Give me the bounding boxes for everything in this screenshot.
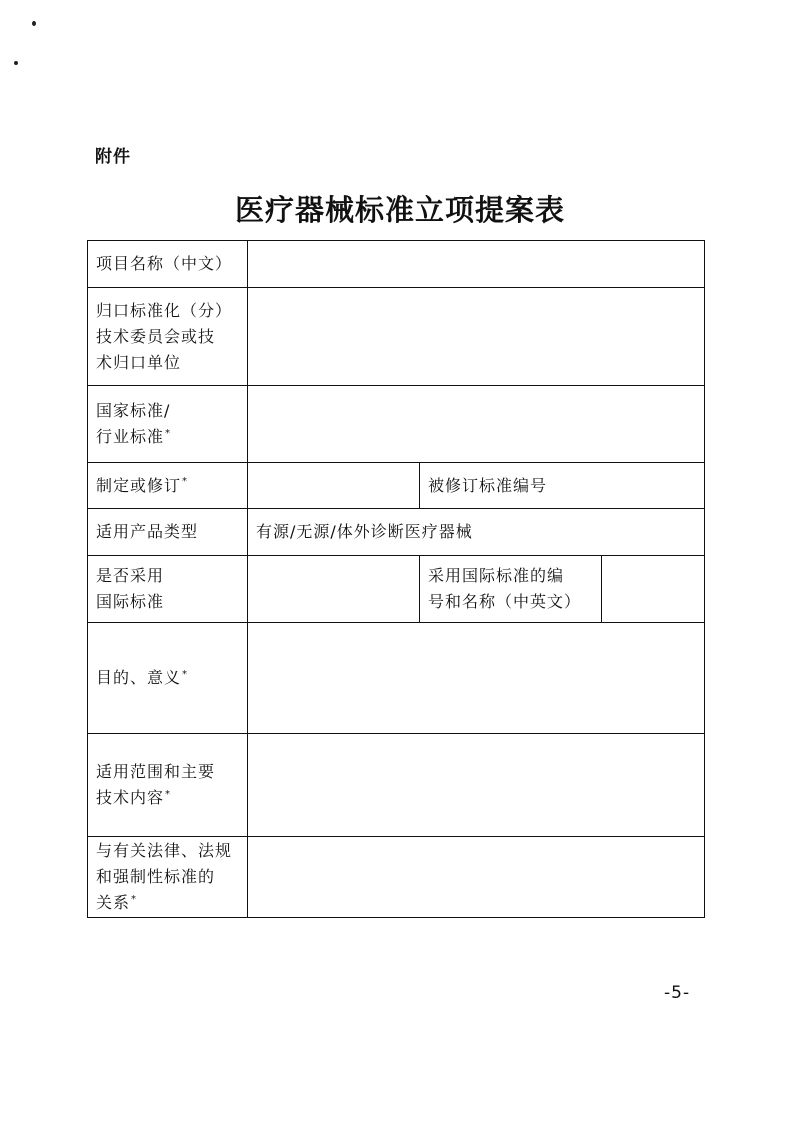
- row-committee: [88, 288, 704, 386]
- row-standard-type: [88, 386, 704, 463]
- adopt-intl-label: 是否采用 国际标准: [88, 556, 248, 622]
- standard-type-field[interactable]: [248, 386, 704, 462]
- purpose-field[interactable]: [248, 623, 704, 733]
- revision-label: 制定或修订*: [88, 463, 248, 508]
- purpose-label: 目的、意义*: [88, 623, 248, 733]
- adopt-intl-field[interactable]: [248, 556, 420, 622]
- page-number: -5-: [664, 983, 691, 1003]
- document-title: 医疗器械标准立项提案表: [234, 193, 565, 227]
- relation-field[interactable]: [248, 837, 704, 917]
- row-scope: [88, 734, 704, 837]
- intl-std-field[interactable]: [602, 556, 704, 622]
- row-revision: [88, 463, 704, 509]
- relation-label: 与有关法律、法规 和强制性标准的 关系*: [88, 837, 248, 917]
- product-type-label: 适用产品类型: [88, 509, 248, 555]
- standard-type-label: 国家标准/ 行业标准*: [88, 386, 248, 462]
- product-type-field[interactable]: [248, 509, 704, 555]
- scan-speck: [32, 21, 36, 26]
- row-product-type: [88, 509, 704, 556]
- row-project-name: [88, 241, 704, 288]
- project-name-label: 项目名称（中文）: [88, 241, 248, 287]
- revision-field[interactable]: [248, 463, 420, 508]
- attachment-label: 附件: [95, 147, 131, 167]
- row-adopt-intl: [88, 556, 704, 623]
- revised-std-number-label: 被修订标准编号: [428, 475, 548, 495]
- committee-label: 归口标准化（分） 技术委员会或技 术归口单位: [88, 288, 248, 385]
- committee-field[interactable]: [248, 288, 704, 385]
- row-relation: [88, 837, 704, 917]
- scope-label: 适用范围和主要 技术内容*: [88, 734, 248, 836]
- project-name-field[interactable]: [248, 241, 704, 287]
- scan-speck: [14, 61, 18, 65]
- row-purpose: [88, 623, 704, 734]
- product-type-value: 有源/无源/体外诊断医疗器械: [256, 522, 473, 541]
- scope-field[interactable]: [248, 734, 704, 836]
- proposal-form-table: [87, 240, 705, 918]
- intl-std-label: 采用国际标准的编 号和名称（中英文）: [420, 556, 602, 622]
